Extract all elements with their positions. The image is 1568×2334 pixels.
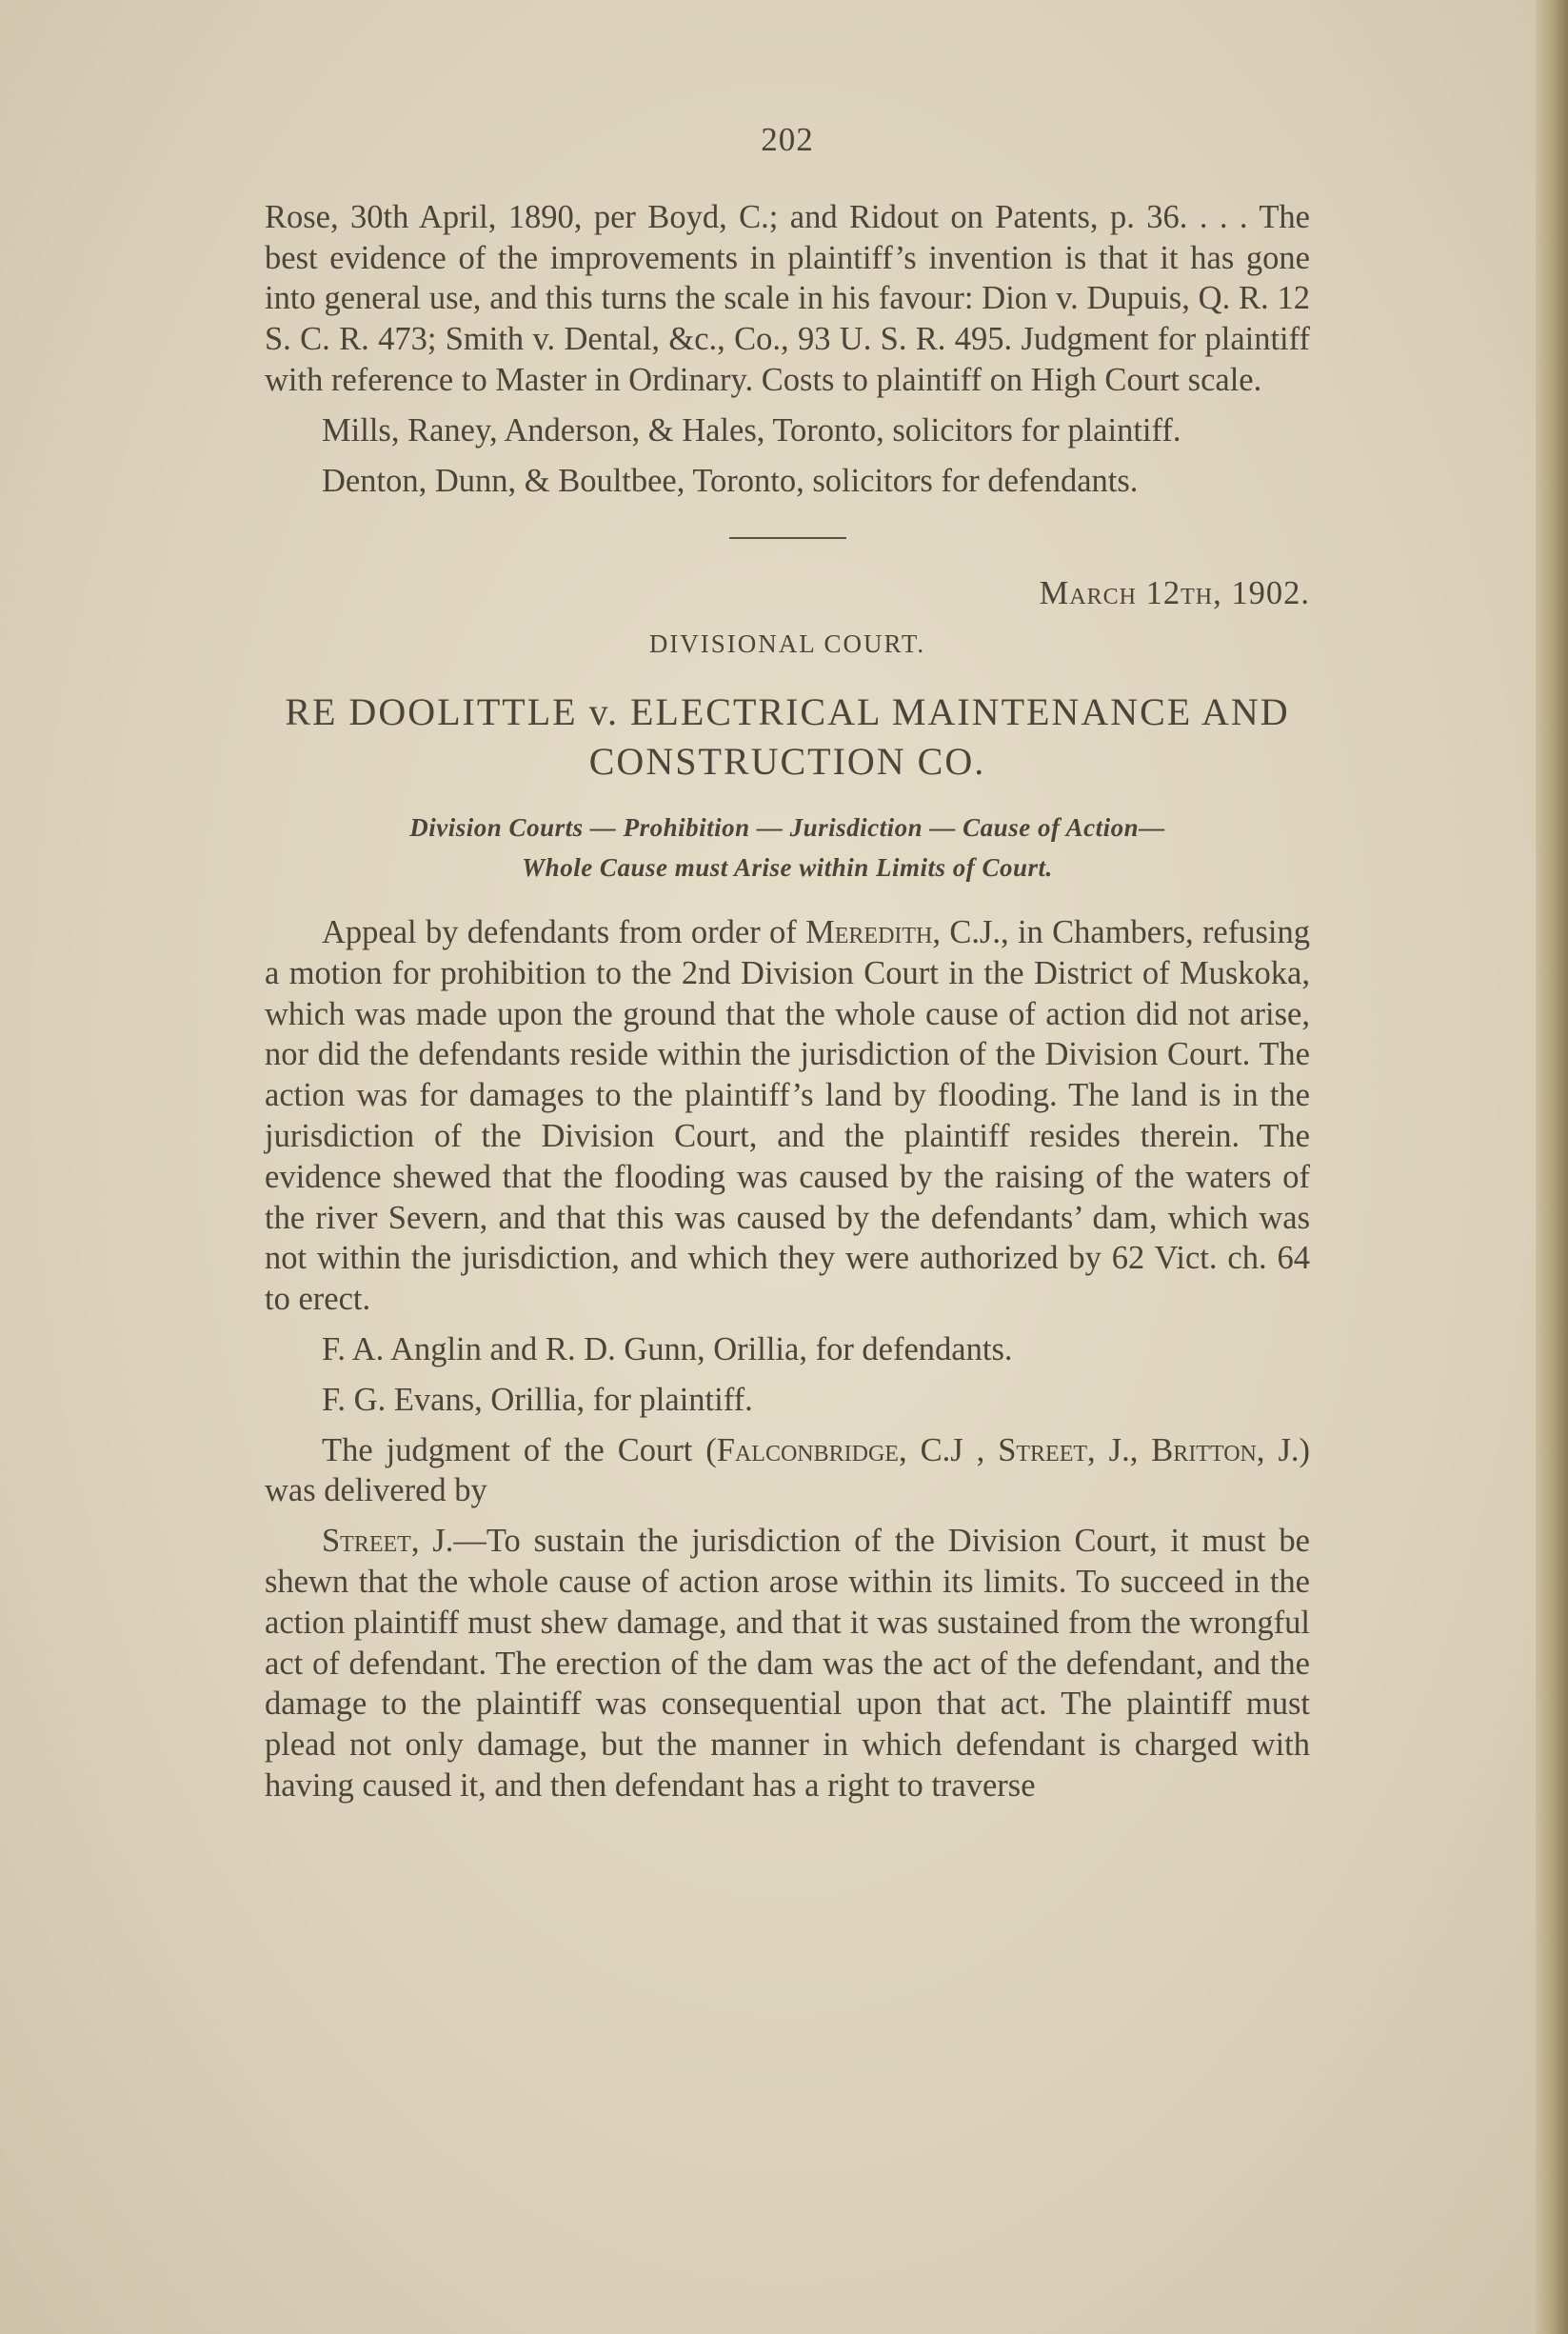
headnote-line-1: Division Courts — Prohibition — Jurisdiction — Cause of Action— [409,812,1165,842]
judgment-intro-part2: , C.J , [898,1431,999,1468]
judge-falconbridge: Falconbridge [716,1431,899,1468]
facts-paragraph [265,912,1310,1320]
judge-street: Street [998,1431,1088,1468]
opinion-judge: Street [322,1523,411,1560]
page-number: 202 [761,121,814,158]
facts-before: Appeal by defendants from order of [322,913,806,950]
court-name: DIVISIONAL COURT. [648,629,926,659]
counsel-plaintiff: F. G. Evans, Orillia, for plaintiff. [322,1381,753,1418]
judgment-intro-part1: The judgment of the Court ( [322,1431,717,1468]
headnote-line-2: Whole Cause must Arise within Limits of Court. [522,852,1053,882]
carryover-paragraph: Rose, 30th April, 1890, per Boyd, C.; and Ridout on Patents, p. 36. . . . The best evidence of the improvements in plaintiff’s invention is that it has gone into general use, and this turns the scale in his favour: Dion v. Dupuis, Q. R. 12 S. C. R. 473; Smith v. Dental, &c., Co., 93 U. S. R. 495. Judgment for plaintiff with reference to Master in Ordinary. Costs to plaintiff on High Court scale. [265,198,1310,398]
opinion-paragraph [265,1521,1310,1806]
book-spine [1536,0,1568,2334]
judgment-intro-part3: , J., [1087,1431,1152,1468]
opinion-text: , J.—To sustain the jurisdiction of the Division Court, it must be shewn that the whole cause of action arose within its limits. To succeed in the action plaintiff must shew damage, and that it was sustained from the wrongful act of defendant. The erection of the dam was the act of the defendant, and the damage to the plaintiff was consequential upon that act. The plaintiff must plead not only damage, but the manner in which defendant is charged with having caused it, and then defendant has a right to traverse [265,1523,1310,1804]
judgment-intro [265,1430,1310,1512]
text-column [265,120,1310,1806]
headnote [265,808,1310,888]
counsel-defendants: F. A. Anglin and R. D. Gunn, Orillia, for defendants. [322,1330,1013,1367]
case-date: March 12th, 1902. [1039,575,1310,612]
section-divider [729,537,846,539]
solicitors-plaintiff: Mills, Raney, Anderson, & Hales, Toronto, solicitors for plaintiff. [322,411,1181,449]
solicitors-defendants: Denton, Dunn, & Boultbee, Toronto, solicitors for defendants. [322,462,1139,499]
judge-britton: Britton [1151,1431,1257,1468]
facts-after: , C.J., in Chambers, refusing a motion for prohibition to the 2nd Division Court in the District of Muskoka, which was made upon the ground that the whole cause of action did not arise, nor did the defendants reside within the jurisdiction of the Division Court. The action was for damages to the plaintiff’s land by flooding. The land is in the jurisdiction of the Division Court, and the plaintiff resides therein. The evidence shewed that the flooding was caused by the raising of the waters of the river Severn, and that this was caused by the defendants’ dam, which was not within the jurisdiction, and which they were authorized by 62 Vict. ch. 64 to erect. [265,913,1310,1318]
facts-judge: Meredith [805,913,933,950]
case-title: RE DOOLITTLE v. ELECTRICAL MAINTENANCE AND CONSTRUCTION CO. [285,689,1290,783]
judgment-intro-part4: , J.) was delivered by [265,1431,1310,1509]
